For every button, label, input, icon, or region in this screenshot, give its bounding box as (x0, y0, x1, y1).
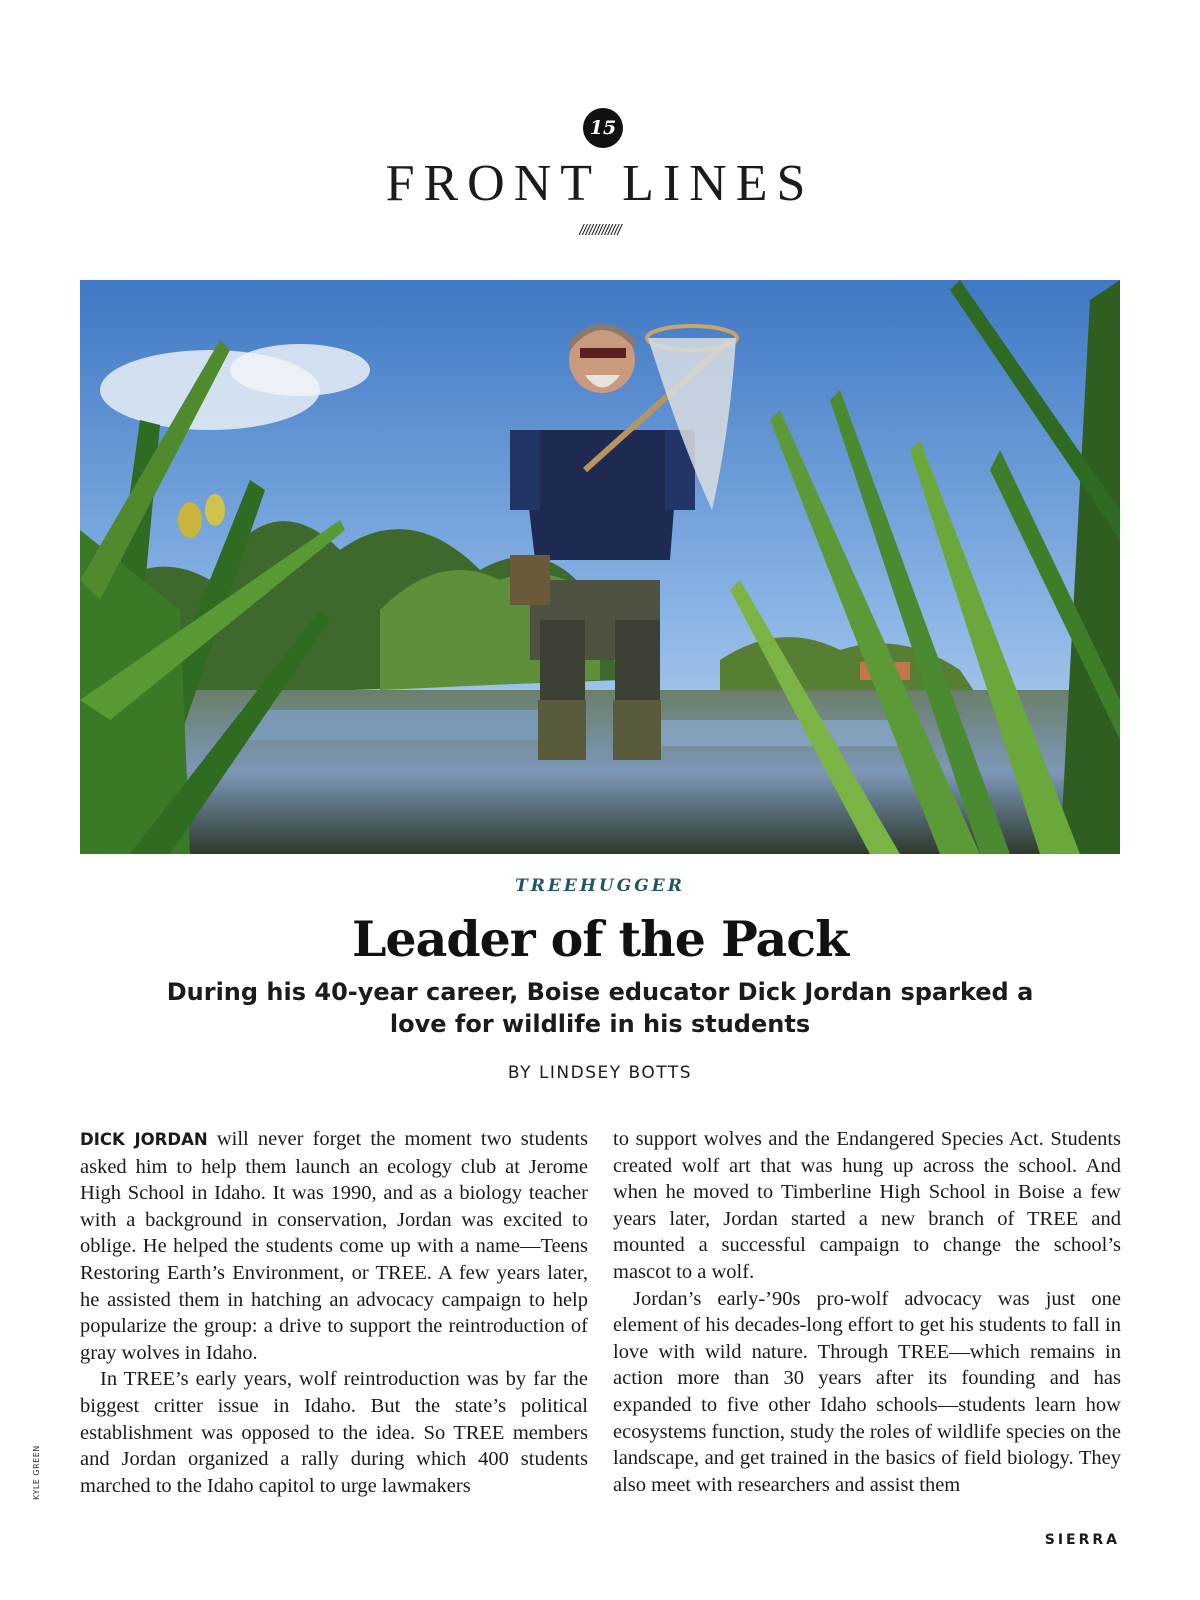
magazine-folio: SIERRA (1044, 1532, 1120, 1548)
body-column-right (613, 1126, 1121, 1498)
feature-photo (80, 280, 1120, 854)
body-paragraph (80, 1126, 588, 1366)
article-kicker: TREEHUGGER (515, 876, 685, 896)
article-headline: Leader of the Pack (351, 910, 849, 968)
lead-in: DICK JORDAN (80, 1130, 208, 1149)
section-title: FRONT LINES (385, 155, 815, 212)
photo-credit: KYLE GREEN (32, 1445, 41, 1500)
article-byline: BY LINDSEY BOTTS (507, 1063, 693, 1083)
section-number-badge: 15 (583, 108, 623, 148)
body-paragraph: to support wolves and the Endangered Species Act. Students created wolf art that was hung up across the school. And when he moved to Timberline High School in Boise a few years later, Jordan started a new branch of TREE and mounted a successful campaign to change the school’s mascot to a wolf. (613, 1128, 1121, 1283)
body-paragraph: Jordan’s early-’90s pro-wolf advocacy was just one element of his decades-long effort to get his students to fall in love with wild nature. Through TREE—which remains in action more than 30 years after its founding and has expanded to five other Idaho schools—students learn how ecosystems function, study the roles of wildlife species on the landscape, and get trained in the basics of field biology. They also meet with researchers and assist them (613, 1287, 1121, 1496)
article-dek: During his 40-year career, Boise educator Dick Jordan sparked a love for wildlife in his students (166, 978, 1034, 1038)
paragraph-text: will never forget the moment two students asked him to help them launch an ecology club at Jerome High School in Idaho. It was 1990, and as a biology teacher with a background in conservation, Jordan was excited to oblige. He helped the students come up with a name—Teens Restoring Earth’s Environment, or TREE. A few years later, he assisted them in hatching an advocacy campaign to help popularize the group: a drive to support the reintroduction of gray wolves in Idaho. (80, 1128, 589, 1364)
body-column-left (80, 1126, 588, 1499)
section-divider: ///////////// (579, 222, 621, 239)
body-paragraph: In TREE’s early years, wolf reintroduction was by far the biggest critter issue in Idaho. But the state’s political establishment was opposed to the idea. So TREE members and Jordan organized a rally during which 400 students marched to the Idaho capitol to urge lawmakers (80, 1368, 588, 1497)
